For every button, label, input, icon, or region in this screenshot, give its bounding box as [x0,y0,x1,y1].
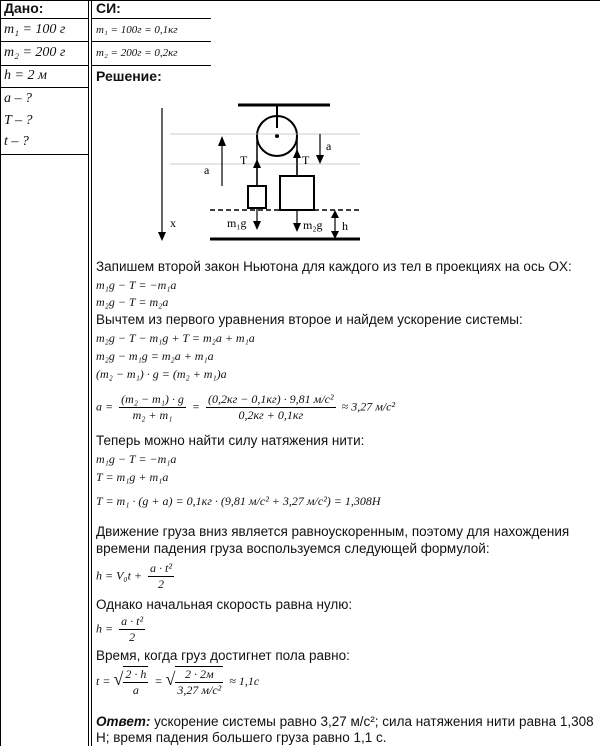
given-header: Дано: [4,0,44,16]
top-border [0,0,600,1]
text-motion-b: времени падения груза воспользуемся следующей формулой: [96,541,490,556]
eq-4: m₂g − m₁g = m₂a + m₁a [96,349,214,363]
text-tension: Теперь можно найти силу натяжения нити: [96,433,365,448]
label-x: x [170,216,176,230]
accel-arrow-right-head [316,155,324,164]
si-m2: m₂ = 200г = 0,2кг [96,47,178,59]
eq10-lhs: h = V₀t + [96,568,143,583]
text-zero-velocity: Однако начальная скорость равна нулю: [96,597,353,612]
eq12-root2-num: 2 · 2м [175,667,223,683]
gravity-arrow-m1-head [253,221,261,230]
eq-tension: T = m₁ · (g + a) = 0,1кг · (9,81 м/с² + 3,27 м/с²) = 1,308H [96,494,381,508]
si-header: СИ: [96,0,121,16]
eq6-frac1 [119,392,186,423]
eq-acceleration [96,392,395,423]
tension-arrow-left-head [253,159,261,168]
label-a-left: a [204,163,210,177]
given-h: h = 2 м [4,68,47,83]
eq10-frac [148,561,174,592]
column-divider-double [91,0,92,746]
eq12-result: ≈ 1,1с [229,673,260,688]
given-T: T – ? [4,113,33,128]
text-newton: Запишем второй закон Ньютона для каждого из тел в проекциях на ось OX: [96,259,572,274]
eq12-root1-den: a [132,683,139,697]
accel-arrow-left-head [218,136,226,146]
text-subtract: Вычтем из первого уравнения второе и найдем ускорение системы: [96,312,523,327]
si-rule-1 [91,41,211,42]
eq11-num: a · t² [121,614,144,628]
answer [96,714,596,746]
eq-5: (m₂ − m₁) · g = (m₂ + m₁)a [96,367,227,381]
si-rule-2 [91,65,211,66]
eq-2: m₂g − T = m₂a [96,295,169,309]
eq6-frac1-num: (m₂ − m₁) · g [121,392,184,406]
label-a-right: a [326,139,332,153]
si-m1: m₁ = 100г = 0,1кг [96,24,178,36]
tension-arrow-right-head [293,149,301,158]
eq11-lhs: h = [96,621,114,636]
text-motion-a: Движение груза вниз является равноускоренным, поэтому для нахождения [96,524,570,539]
column-divider [88,0,89,746]
label-T-left: T [240,153,248,167]
label-T-right: T [302,153,310,167]
eq10-den: 2 [158,577,164,591]
given-m1: m₁ = 100 г [4,22,66,37]
eq12-root2 [175,666,223,698]
eq11-frac [119,614,145,645]
eq12-root1-num: 2 · h [125,667,147,681]
block-m2 [280,176,314,210]
given-m2: m₂ = 200 г [4,45,66,60]
pulley-axle [275,134,279,138]
answer-label: Ответ: [96,714,151,729]
eq12-root1 [123,666,148,698]
height-arrow-head-top [331,210,339,218]
answer-text: ускорение системы равно 3,27 м/с²; сила натяжения нити равна 1,308 Н; время падения большего груза равно 1,1 с. [96,714,594,745]
label-m2g: m₂g [303,218,323,232]
given-a: a – ? [4,91,32,106]
eq6-lhs: a = [96,399,114,414]
eq-7: m₁g − T = −m₁a [96,452,177,466]
eq6-eq: = [191,399,200,414]
x-axis-arrowhead [158,232,166,241]
solution-header: Решение: [96,68,162,84]
eq12-lhs: t = [96,673,111,688]
block-m1 [248,186,266,208]
given-t: t – ? [4,134,29,149]
eq6-approx: ≈ [341,399,349,414]
atwood-machine-diagram [140,88,380,248]
eq6-frac2 [206,392,336,423]
eq-3: m₂g − T − m₁g + T = m₂a + m₁a [96,331,255,345]
eq6-frac2-den: 0,2кг + 0,1кг [238,408,304,422]
sqrt-symbol-1: √ [113,668,124,689]
eq6-frac1-den: m₂ + m₁ [132,408,173,422]
gravity-arrow-m2-head [293,223,301,232]
left-border [0,0,1,746]
text-time: Время, когда груз достигнет пола равно: [96,648,350,663]
given-separator [0,154,88,155]
eq10-num: a · t² [150,561,172,575]
si-header-rule [91,18,211,19]
sqrt-symbol-2: √ [165,668,176,689]
label-m1g: m₁g [227,216,247,230]
eq12-eq: = [154,673,163,688]
eq-kinematics-simplified [96,614,148,645]
eq-time [96,666,259,698]
eq12-root2-den: 3,27 м/с² [177,683,222,697]
eq6-result: 3,27 м/с² [351,399,396,414]
eq11-den: 2 [129,630,136,644]
eq-kinematics [96,561,177,592]
eq6-frac2-num: (0,2кг − 0,1кг) · 9,81 м/с² [207,392,334,406]
eq-8: T = m₁g + m₁a [96,470,169,484]
label-h: h [342,219,348,233]
eq-1: m₁g − T = −m₁a [96,278,177,292]
